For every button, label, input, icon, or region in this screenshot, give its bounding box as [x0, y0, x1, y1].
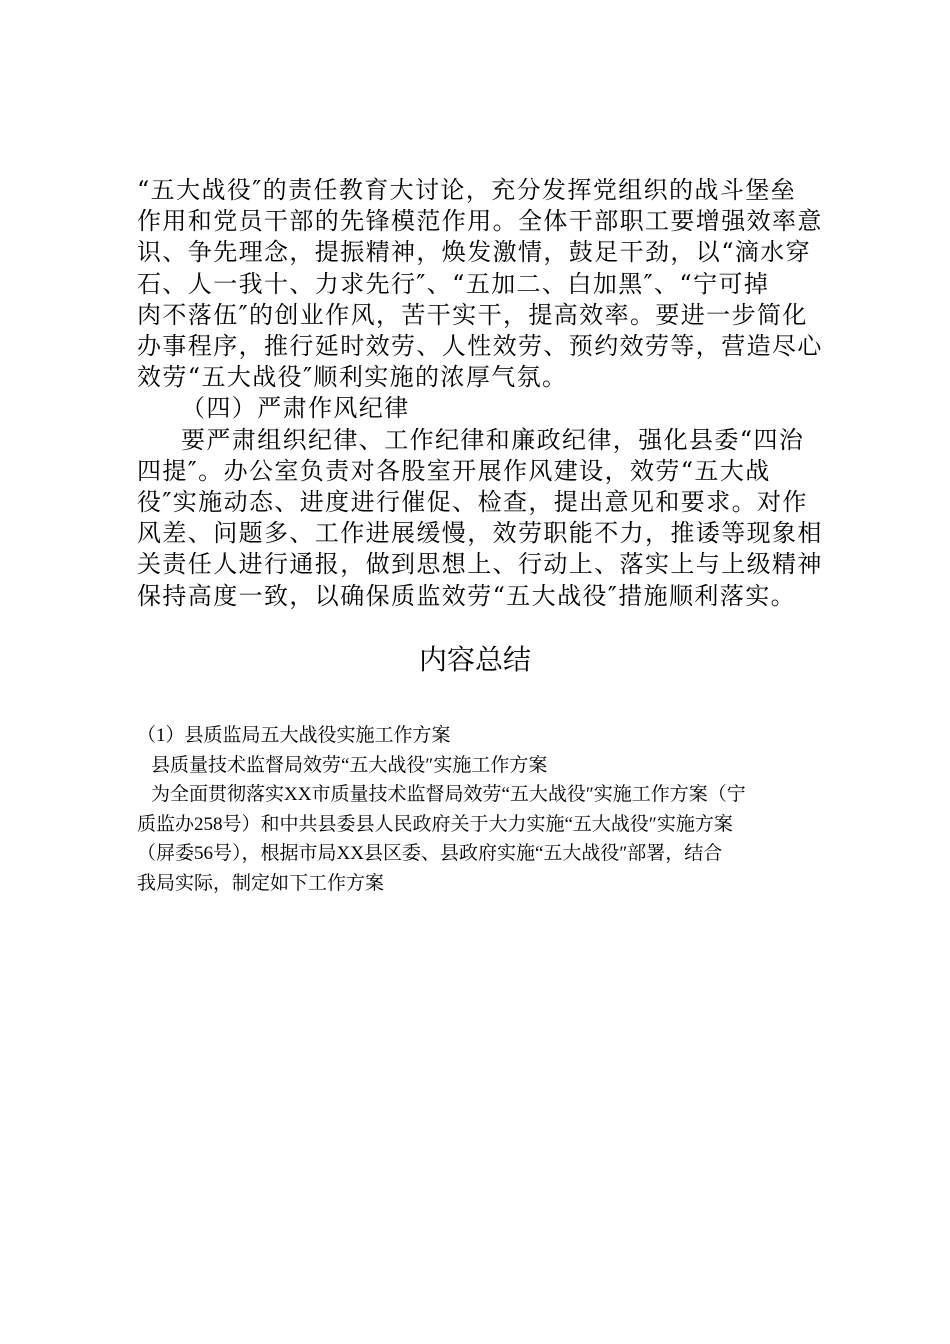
summary-section — [137, 721, 837, 898]
summary-subtitle: 县质量技术监督局效劳“五大战役″实施工作方案 — [151, 754, 548, 776]
summary-paragraph-line: 为全面贯彻落实XX市质量技术监督局效劳“五大战役″实施工作方案（宁 — [151, 784, 746, 805]
body-line: “五大战役″的责任教育大讨论，充分发挥党组织的战斗堡垒 — [137, 176, 797, 204]
body-text-section — [137, 175, 827, 612]
body-line: 识、争先理念，提振精神，焕发激情，鼓足干劲，以“滴水穿 — [137, 238, 812, 267]
summary-title: 内容总结 — [418, 643, 531, 676]
summary-paragraph-line: 我局实际，制定如下工作方案 — [137, 872, 385, 894]
paragraph-line: 关责任人进行通报，做到思想上、行动上、落实上与上级精神 — [137, 550, 823, 579]
paragraph-line: 风差、问题多、工作进展缓慢，效劳职能不力，推诿等现象相 — [137, 519, 823, 548]
paragraph-line: 四提″。办公室负责对各股室开展作风建设，效劳“五大战 — [137, 456, 771, 485]
paragraph-line: 役″实施动态、进度进行催促、检查，提出意见和要求。对作 — [137, 488, 808, 517]
body-line: 效劳“五大战役″顺利实施的浓厚气氛。 — [137, 363, 568, 392]
section-heading: （四）严肃作风纪律 — [181, 394, 410, 423]
body-line: 石、人一我十、力求先行″、“五加二、白加黑″、“宁可掉 — [137, 269, 770, 298]
paragraph-line: 保持高度一致，以确保质监效劳“五大战役″措施顺利落实。 — [137, 581, 797, 610]
summary-paragraph-line: 质监办258号）和中共县委县人民政府关于大力实施“五大战役″实施方案 — [137, 813, 733, 835]
body-line: 肉不落伍″的创业作风，苦干实干，提高效率。要进一步简化 — [137, 300, 808, 329]
summary-item-title: （1）县质监局五大战役实施工作方案 — [137, 725, 451, 746]
body-line: 作用和党员干部的先锋模范作用。全体干部职工要增强效率意 — [137, 207, 823, 236]
body-line: 办事程序，推行延时效劳、人性效劳、预约效劳等，营造尽心 — [137, 332, 823, 361]
paragraph-line: 要严肃组织纪律、工作纪律和廉政纪律，强化县委“四治 — [181, 425, 805, 454]
summary-paragraph-line: （屏委56号），根据市局XX县区委、县政府实施“五大战役″部署，结合 — [137, 843, 723, 864]
